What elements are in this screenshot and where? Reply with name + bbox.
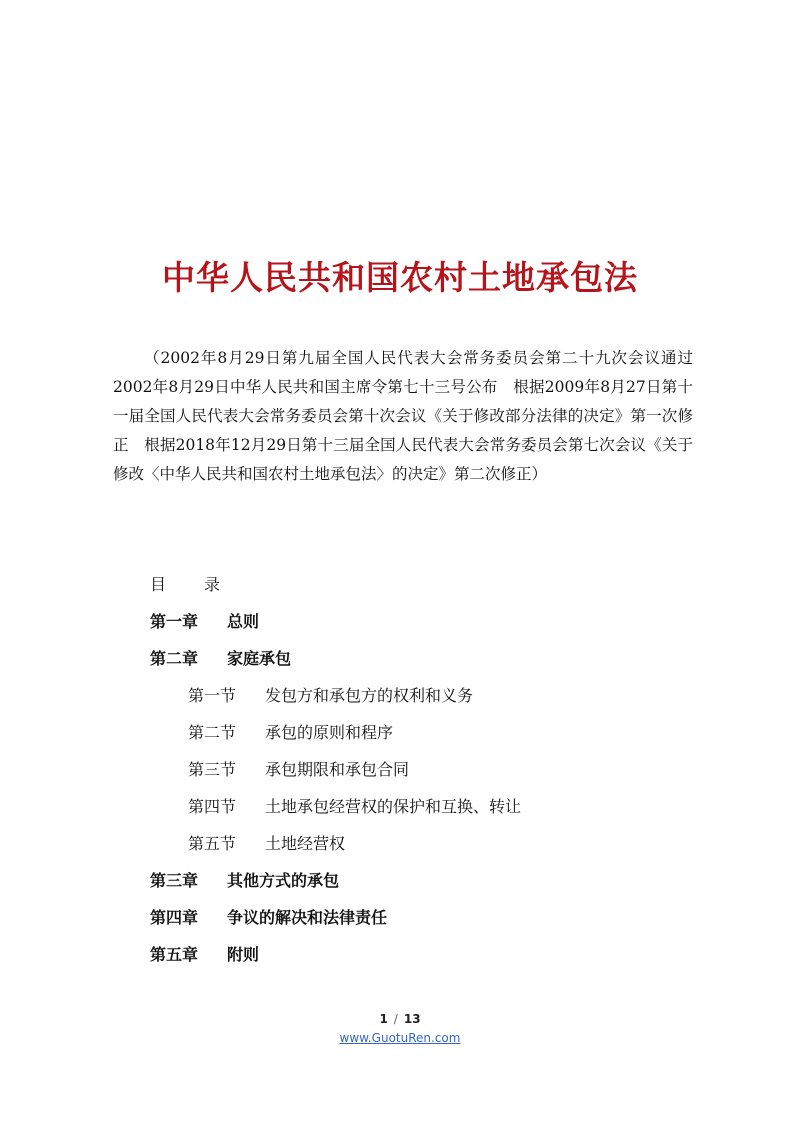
page-total: 13 (403, 1012, 421, 1026)
page-separator: / (393, 1012, 398, 1026)
toc-section-number: 第四节 (188, 797, 237, 816)
toc-section-2 (150, 719, 710, 756)
table-of-contents (150, 571, 710, 978)
toc-section-title: 土地经营权 (265, 834, 346, 853)
toc-chapter-5 (150, 941, 710, 978)
toc-chapter-number: 第二章 (150, 649, 199, 668)
toc-chapter-3 (150, 867, 710, 904)
toc-section-3 (150, 756, 710, 793)
toc-section-5 (150, 830, 710, 867)
toc-chapter-title: 其他方式的承包 (227, 871, 340, 890)
toc-section-title: 发包方和承包方的权利和义务 (265, 686, 474, 705)
toc-heading-right: 录 (204, 575, 221, 594)
toc-section-title: 土地承包经营权的保护和互换、转让 (265, 797, 522, 816)
toc-chapter-title: 争议的解决和法律责任 (227, 908, 388, 927)
toc-section-number: 第一节 (188, 686, 237, 705)
toc-chapter-number: 第四章 (150, 908, 199, 927)
toc-chapter-4 (150, 904, 710, 941)
toc-section-number: 第五节 (188, 834, 237, 853)
document-title: 中华人民共和国农村土地承包法 (162, 258, 638, 297)
toc-chapter-number: 第五章 (150, 945, 199, 964)
page-current: 1 (379, 1012, 388, 1026)
toc-chapter-title: 附则 (227, 945, 260, 964)
toc-section-title: 承包期限和承包合同 (265, 760, 410, 779)
website-link[interactable]: www.GuotuRen.com (339, 1031, 461, 1045)
preamble-paragraph: （2002年8月29日第九届全国人民代表大会常务委员会第二十九次会议通过 2002年8月29日中华人民共和国主席令第七十三号公布 根据2009年8月27日第十一届全国人民代表大会常务委员会第十次会议《关于修改部分法律的决定》第一次修正 根据2018年12月29日第十三届全国人民代表大会常务委员会第七次会议《关于修改〈中华人民共和国农村土地承包法〉的决定》第二次修正） (113, 349, 709, 483)
toc-chapter-1 (150, 608, 710, 645)
toc-section-number: 第三节 (188, 760, 237, 779)
toc-section-number: 第二节 (188, 723, 237, 742)
toc-chapter-title: 家庭承包 (227, 649, 292, 668)
toc-chapter-number: 第三章 (150, 871, 199, 890)
toc-section-4 (150, 793, 710, 830)
toc-section-title: 承包的原则和程序 (265, 723, 394, 742)
toc-chapter-title: 总则 (227, 612, 260, 631)
toc-heading (150, 571, 710, 608)
toc-heading-left: 目 (150, 575, 167, 594)
toc-section-1 (150, 682, 710, 719)
toc-chapter-number: 第一章 (150, 612, 199, 631)
page-number (0, 1012, 800, 1026)
toc-chapter-2 (150, 645, 710, 682)
